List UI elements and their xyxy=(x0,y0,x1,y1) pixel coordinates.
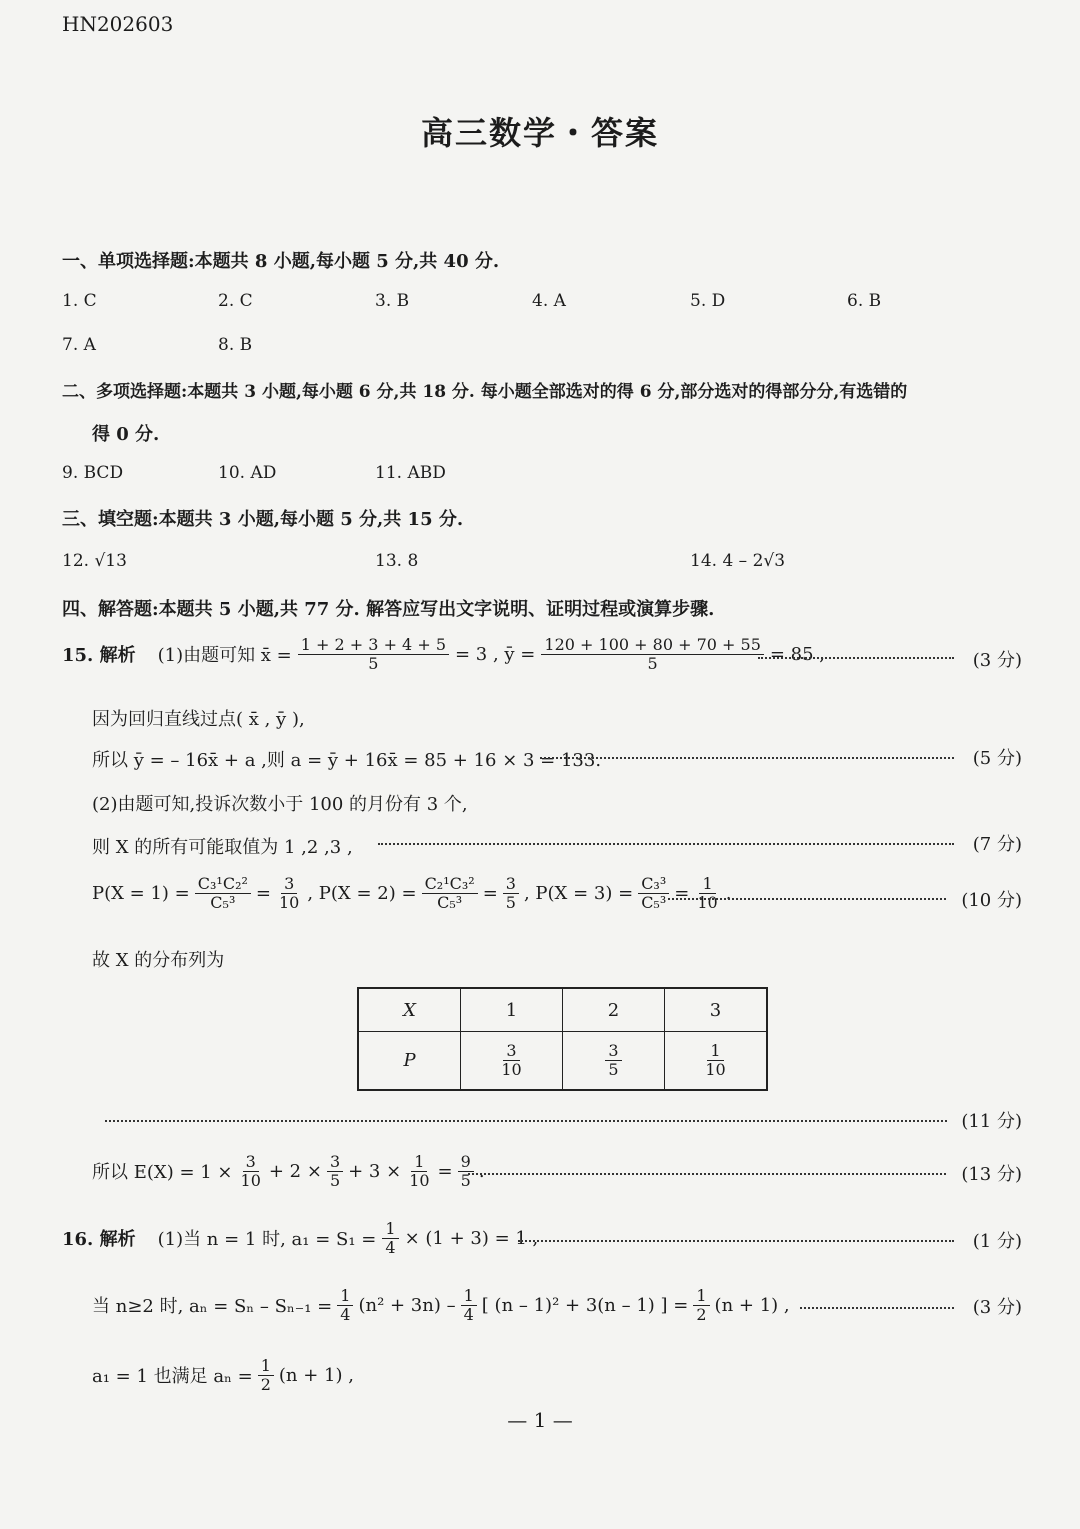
answer-2: 2. C xyxy=(218,291,253,311)
answer-13: 13. 8 xyxy=(375,551,419,571)
dot-leader xyxy=(758,657,954,659)
answer-7: 7. A xyxy=(62,335,96,355)
q15-line2: 因为回归直线过点( x̄ , ȳ ), xyxy=(92,709,305,730)
table-header-cell: 1 xyxy=(461,988,563,1032)
answer-5: 5. D xyxy=(690,291,726,311)
points-11: (11 分) xyxy=(961,1111,1022,1132)
points-3: (3 分) xyxy=(972,650,1022,671)
dot-leader xyxy=(468,1173,946,1175)
answer-1: 1. C xyxy=(62,291,97,311)
dot-leader xyxy=(378,843,954,845)
q15-line8: 所以 E(X) = 1 × $\frac{3}{10}$ + 2 × $\frac{3}{5}$ + 3 × $\frac{1}{10}$ = $\frac{9}{5}$ . xyxy=(92,1152,485,1190)
answer-14: 14. 4 – 2√3 xyxy=(690,551,786,571)
answer-4: 4. A xyxy=(532,291,566,311)
q15-line1: 15. 解析 (1)由题可知 x̄ = $\frac{1 + 2 + 3 + 4 + 5}{5}$ = 3 , ȳ = $\frac{120 + 100 + 80 + 70 + 55}{5}$ = 85 , xyxy=(62,635,826,673)
dot-leader xyxy=(800,1307,954,1309)
answer-6: 6. B xyxy=(847,291,882,311)
points-3b: (3 分) xyxy=(972,1297,1022,1318)
q16-line3: a₁ = 1 也满足 aₙ = $\frac{1}{2}$ (n + 1) , xyxy=(92,1356,354,1394)
q16-label: 16. 解析 xyxy=(62,1229,136,1251)
q15-line6: P(X = 1) = $\frac{\text{C₃¹C₂²}}{\text{C₅³}}$ = $\frac{3}{10}$ , P(X = 2) = $\frac{\text{C₂¹C₃²}}{\text{C₅³}}$ = $\frac{3}{5}$ , P(X = 3) = $\frac{\text{C₃³}}{\text{C₅³}}$ = $\frac{1}{10}$ . xyxy=(92,874,732,912)
distribution-table xyxy=(357,987,768,1091)
table-header-cell: X xyxy=(358,988,461,1032)
section1-heading: 一、单项选择题:本题共 8 小题,每小题 5 分,共 40 分. xyxy=(62,251,500,272)
table-cell: $\frac{3}{10}$ xyxy=(461,1032,563,1091)
document-code: HN202603 xyxy=(62,12,174,36)
answer-3: 3. B xyxy=(375,291,410,311)
q16-line2: 当 n≥2 时, aₙ = Sₙ – Sₙ₋₁ = $\frac{1}{4}$ (n² + 3n) – $\frac{1}{4}$ [ (n – 1)² + 3(n – 1) ] = $\frac{1}{2}$ (n + 1) , xyxy=(92,1286,790,1324)
section3-heading: 三、填空题:本题共 3 小题,每小题 5 分,共 15 分. xyxy=(62,509,464,530)
q15-label: 15. 解析 xyxy=(62,645,136,667)
answer-9: 9. BCD xyxy=(62,463,124,483)
table-row-label: P xyxy=(358,1032,461,1091)
dot-leader xyxy=(540,757,954,759)
q15-line4: (2)由题可知,投诉次数小于 100 的月份有 3 个, xyxy=(92,794,468,815)
table-cell: $\frac{3}{5}$ xyxy=(563,1032,665,1091)
q15-line7: 故 X 的分布列为 xyxy=(92,950,225,971)
q15-line3: 所以 ȳ = – 16x̄ + a ,则 a = ȳ + 16x̄ = 85 + 16 × 3 = 133. xyxy=(92,750,602,771)
table-header-cell: 2 xyxy=(563,988,665,1032)
q16-line1: 16. 解析 (1)当 n = 1 时, a₁ = S₁ = $\frac{1}{4}$ × (1 + 3) = 1 , xyxy=(62,1219,539,1257)
table-header-cell: 3 xyxy=(665,988,768,1032)
dot-leader xyxy=(518,1240,954,1242)
points-5: (5 分) xyxy=(972,748,1022,769)
answer-8: 8. B xyxy=(218,335,253,355)
page-number: — 1 — xyxy=(507,1408,573,1432)
points-10: (10 分) xyxy=(961,890,1022,911)
dot-leader xyxy=(668,898,946,900)
answer-12: 12. √13 xyxy=(62,551,127,571)
answer-11: 11. ABD xyxy=(375,463,446,483)
section2-heading-cont: 得 0 分. xyxy=(92,424,160,445)
q15-line5: 则 X 的所有可能取值为 1 ,2 ,3 , xyxy=(92,837,353,858)
page-title: 高三数学・答案 xyxy=(420,114,659,152)
points-1: (1 分) xyxy=(972,1231,1022,1252)
section4-heading: 四、解答题:本题共 5 小题,共 77 分. 解答应写出文字说明、证明过程或演算步骤. xyxy=(62,599,715,620)
answer-10: 10. AD xyxy=(218,463,277,483)
table-cell: $\frac{1}{10}$ xyxy=(665,1032,768,1091)
dot-leader xyxy=(105,1120,947,1122)
points-7: (7 分) xyxy=(972,834,1022,855)
points-13: (13 分) xyxy=(961,1164,1022,1185)
section2-heading: 二、多项选择题:本题共 3 小题,每小题 6 分,共 18 分. 每小题全部选对的得 6 分,部分选对的得部分分,有选错的 xyxy=(62,382,908,402)
